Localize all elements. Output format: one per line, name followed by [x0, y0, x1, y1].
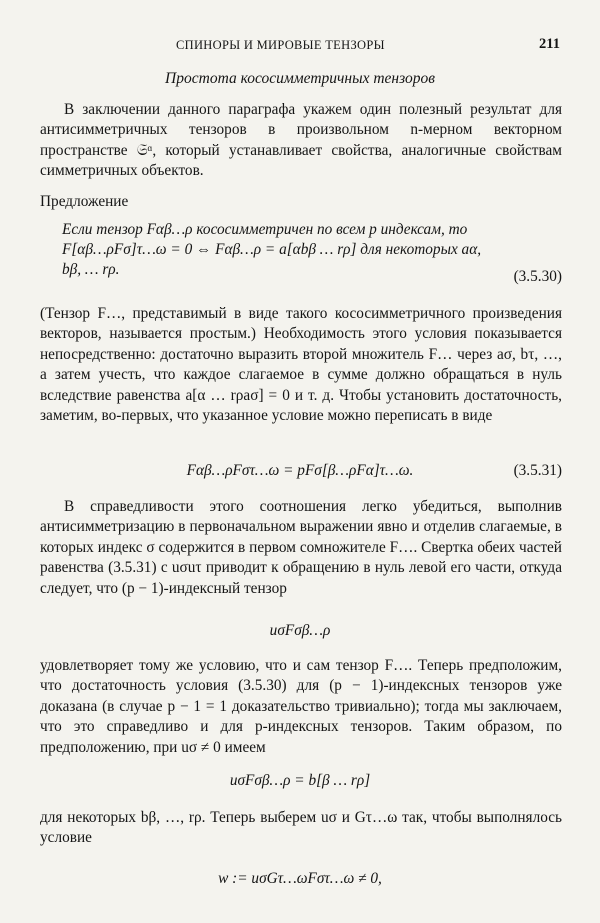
paragraph-choose-vectors — [40, 808, 562, 849]
display-induction-result: uσFσβ…ρ = b[β … rρ] — [229, 772, 371, 789]
running-head: СПИНОРЫ И МИРОВЫЕ ТЕНЗОРЫ — [176, 38, 385, 52]
paragraph-antisymmetrization — [40, 497, 562, 599]
proposition-line-1: Если тензор Fαβ…ρ кососимметричен по всем p индексам, то — [62, 221, 468, 238]
page-number: 211 — [539, 36, 560, 52]
paragraph-necessity — [40, 304, 562, 426]
page-header — [0, 36, 600, 56]
paragraph-induction — [40, 656, 562, 758]
equation-number-3-5-30: (3.5.30) — [513, 268, 562, 285]
paragraph-intro-text: В заключении данного параграфа укажем один полезный результат для антисимметричных тензоров в произвольном n-мерном векторном пространстве 𝔖ᵅ, который устанавливает свойства, аналогичные свойствам симметричных объектов. — [40, 101, 562, 180]
paragraph-antisymmetrization-text: В справедливости этого соотношения легко убедиться, выполнив антисимметризацию в первоначальном выражении явно и отделив слагаемые, в которых индекс σ содержится в первом сомножителе F…. Свертка обеих частей равенства (3.5.31) с uσuτ приводит к обращению в нуль левой его части, откуда следует, что (p − 1)-индексный тензор — [40, 498, 562, 597]
paragraph-choose-vectors-text: для некоторых bβ, …, rρ. Теперь выберем uσ и Gτ…ω так, чтобы выполнялось условие — [40, 809, 562, 847]
display-contracted-tensor: uσFσβ…ρ — [269, 622, 331, 639]
proposition-heading: Предложение — [40, 193, 129, 210]
proposition-statement — [62, 220, 562, 280]
display-w-definition: w := uσGτ…ωFστ…ω ≠ 0, — [218, 870, 382, 887]
paragraph-induction-text: удовлетворяет тому же условию, что и сам тензор F…. Теперь предположим, что достаточность условия (3.5.30) для (p − 1)-индексных тензоров уже доказана (в случае p − 1 = 1 доказательство тривиально); тогда мы заключаем, что это справедливо и для p-индексных тензоров. Таким образом, по предположению, при uσ ≠ 0 имеем — [40, 657, 562, 756]
paragraph-intro — [40, 100, 562, 182]
equation-3-5-31: Fαβ…ρFστ…ω = pFσ[β…ρFα]τ…ω. — [186, 462, 414, 479]
equation-number-3-5-31: (3.5.31) — [513, 462, 562, 479]
section-title: Простота кососимметричных тензоров — [165, 70, 435, 87]
proposition-line-2: F[αβ…ρFσ]τ…ω = 0 ⇔ Fαβ…ρ = a[αbβ … rρ] для некоторых aα, bβ, … rρ. — [62, 241, 482, 278]
paragraph-necessity-text: (Тензор F…, представимый в виде такого кососимметричного произведения векторов, называется простым.) Необходимость этого условия показывается непосредственно: достаточно выразить второй множитель F… через aσ, bτ, …, а затем учесть, что каждое слагаемое в сумме должно обращаться в нуль вследствие равенства a[α … rρaσ] = 0 и т. д. Чтобы установить достаточность, заметим, во-первых, что указанное условие можно переписать в виде — [40, 305, 562, 425]
